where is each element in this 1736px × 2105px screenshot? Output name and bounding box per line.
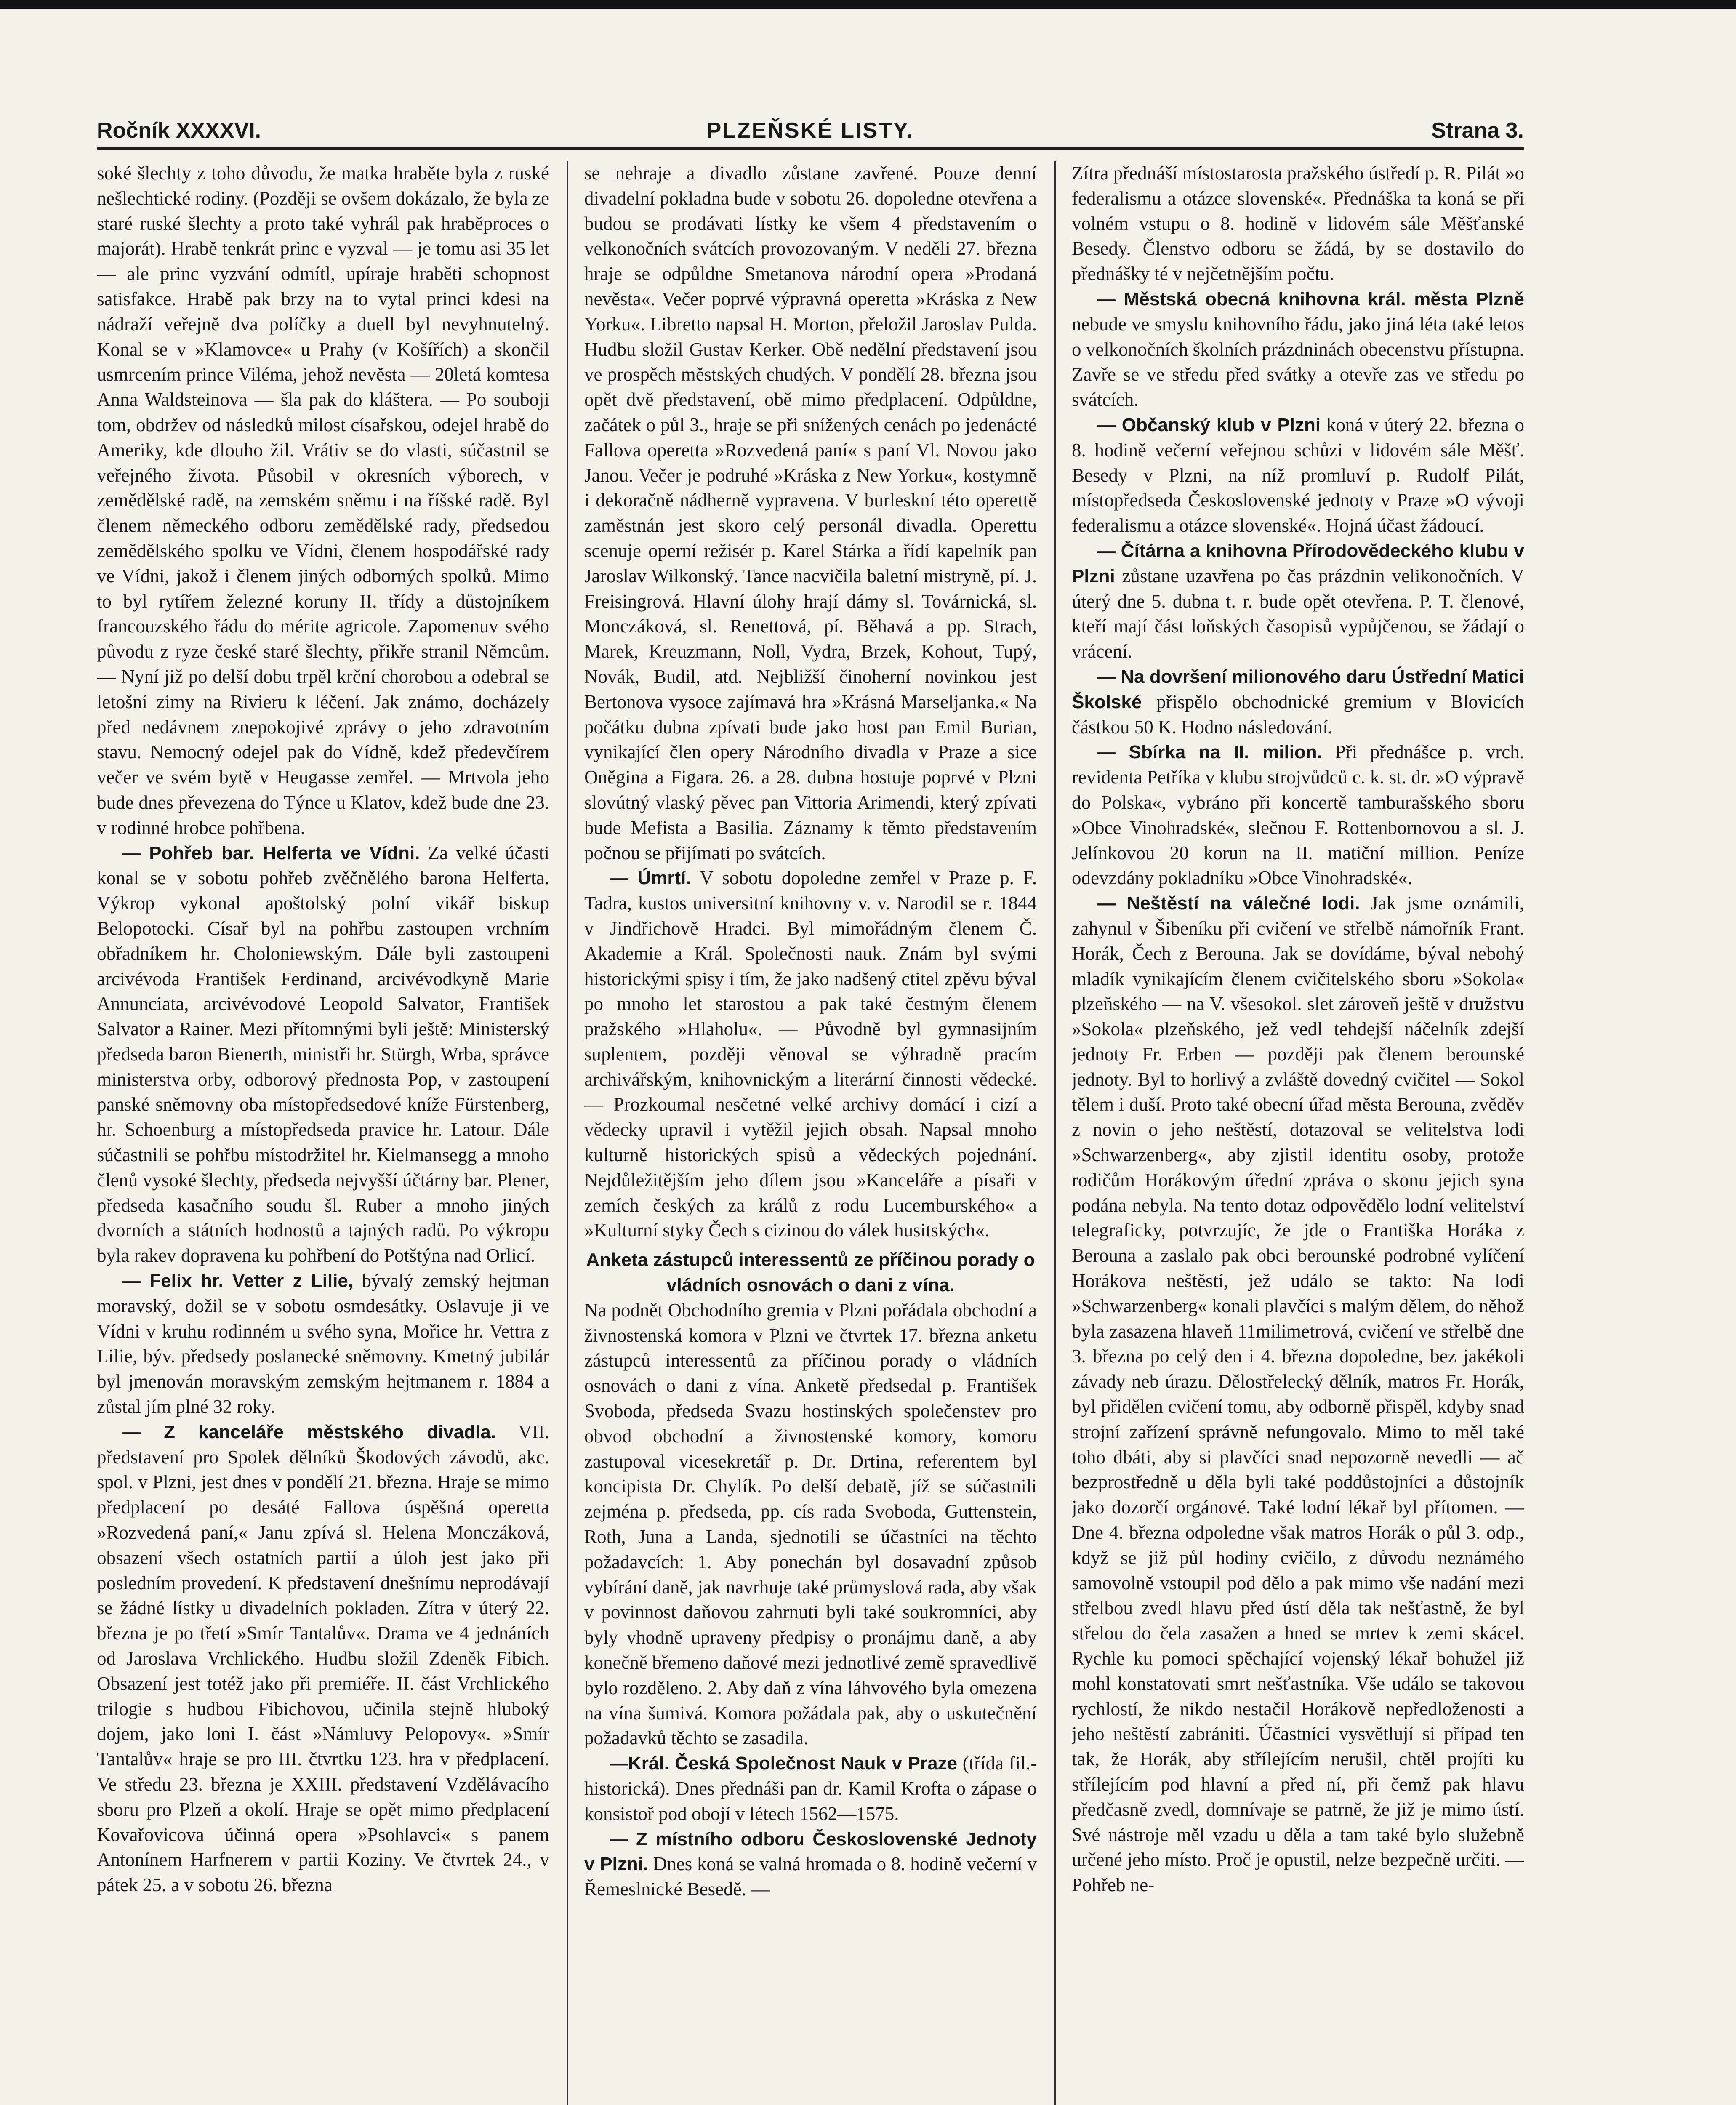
- article-library: [1072, 287, 1524, 413]
- article-text: Dnes koná se valná hromada o 8. hodině večerní v Řemeslnické Besedě. —: [584, 1853, 1037, 1900]
- article-heading-wine-tax: Anketa zástupců interessentů ze příčinou porady o vládních osnovách o dani z vína.: [586, 1250, 1035, 1296]
- article-vetter: [97, 1268, 549, 1420]
- article-heading: — Městská obecná knihovna král. města Plzně: [1097, 288, 1524, 309]
- page-number: Strana 3.: [1431, 118, 1524, 143]
- article-wine-tax: Na podnět Obchodního gremia v Plzni pořádala obchodní a živnostenská komora v Plzni ve čtvrtek 17. března anketu zástupců interessentů za příčinou porady o vládních osnovách o dani z vína. Anketě předsedal p. František Svoboda, předseda Svazu hostinských společenstev pro obvod obchodní a živnostenské komory, komoru zastupoval vicesekretář p. Dr. Drtina, referentem byl koncipista Dr. Chylík. Po delší debatě, jíž se súčastnili zejména p. předseda, pp. cís rada Svoboda, Guttenstein, Roth, Juna a Landa, sjednotili se účastníci na těchto požadavcích: 1. Aby ponechán byl dosavadní způsob vybírání daně, jak navrhuje také průmyslová rada, aby však v povinnost daňovou zahrnuti byli také soukromníci, aby byly vhodně upraveny předpisy o pronájmu daně, a aby konečně břemeno daňové mezi jednotlivé země spravedlivě bylo rozděleno. 2. Aby daň z vína láhvového byla omezena na vína šumivá. Komora požádala pak, aby o uskutečnění požadavků těchto se zasadila.: [584, 1299, 1037, 1749]
- article-heading: — Z kanceláře městského divadla.: [122, 1421, 496, 1442]
- article-warship-accident: [1072, 891, 1524, 1898]
- article-million-collection: [1072, 740, 1524, 891]
- article-text: Jak jsme oznámili, zahynul v Šibeníku při cvičení ve střelbě námořník Frant. Horák, Čech z Berouna. Jak se dovídáme, býval nebohý mladík vynikajícím členem cvičitelského sboru »Sokola« plzeňského — na V. všesokol. slet zároveň ještě v družstvu »Sokola« plzeňského, jež vedl tehdejší náčelník zdejší jednoty Fr. Erben — později pak členem berounské jednoty. Byl to horlivý a zvláště dovedný cvičitel — Sokol tělem i duší. Proto také obecní úřad města Berouna, zvěděv z novin o jeho neštěstí, dotazoval se velitelstva lodi »Schwarzenberg«, aby zjistil identitu osoby, protože rodičům Horákovým úřední zpráva o skonu jejich syna podána nebyla. Na tento dotaz odpovědělo lodní velitelství telegraficky, potvrzujíc, že jde o Františka Horáka z Berouna a zaslalo pak obci berounské podrobné vylíčení Horákova neštěstí, jež událo se takto: Na lodi »Schwarzenberg« konali plavčíci s malým dělem, do něhož byla zasazena hlaveň 11milimetrová, cvičení ve střelbě dne 3. března po celý den i 4. března dopoledne, bez jakékoli závady neb úrazu. Dělostřelecký dělník, matros Fr. Horák, byl přidělen cvičení tomu, aby odborně přispěl, kdyby snad strojní zařízení správně nefungovalo. Mimo to měl také toho dbáti, aby si plavčíci snad nepozorně nevedli — ač bezprostředně u děla byli také poddůstojníci a důstojník jako dozorčí orgánové. Také lodní lékař byl přítomen. — Dne 4. března odpoledne však matros Horák o půl 3. odp., když se již půl hodiny cvičilo, z důvodu neznámého samovolně vstoupil pod dělo a pak mimo vše nadání mezi střelbou zvedl hlavu před ústí děla tak nešťastně, že byl střelou do čela zasažen a hned se mrtev k zemi skácel. Rychle ku pomoci spěchající vojenský lékař bohužel již mohl konstatovati smrt nešťastníka. Vše událo se takovou rychlostí, že nikdo nestačil Horákově nepředloženosti a jeho neštěstí zabrániti. Účastníci vysvětlují si případ ten tak, že Horák, aby střílejícím nerušil, chtěl projíti ku střílejícím pod hlavní a před ní, při čemž pak hlavu předčasně zvedl, domnívaje se patrně, že již je mimo ústí. Své nástroje měl vzadu u děla a tam také bylo služebně určené jeho místo. Proč je opustil, nelze bezpečně určiti. — Pohřeb ne-: [1072, 893, 1524, 1896]
- article-text: V sobotu dopoledne zemřel v Praze p. F. Tadra, kustos universitní knihovny v. v. Narodil se r. 1844 v Jindřichově Hradci. Byl mimořádným členem Č. Akademie a Král. Společnosti nauk. Znám byl svými historickými spisy i tím, že jako nadšený ctitel zpěvu býval po mnoho let starostou a pak také čestným členem pražského »Hlaholu«. — Původně byl gymnasijním suplentem, později věnoval se výhradně pracím archivářským, knihovnickým a literární činnosti vědecké. — Prozkoumal nesčetné velké archivy domácí i cizí a vědecky upravil i vytěžil jejich obsah. Napsal mnoho kulturně historických spisů a vědeckých pojednání. Nejdůležitějším jeho dílem jsou »Kanceláře a písaři v zemích českých za králů z rodu Lucemburského« a »Kulturní styky Čech s cizinou do válek husitských«.: [584, 867, 1037, 1241]
- article-text: koná v úterý 22. března o 8. hodině večerní veřejnou schůzi v lidovém sále Měšť. Besedy v Plzni, na níž promluví p. Rudolf Pilát, místopředseda Československé jednoty v Praze »O vývoji federalismu a otázce slovenské«. Hojná účast žádoucí.: [1072, 414, 1524, 536]
- column-divider: [1054, 161, 1056, 2105]
- article-text: zůstane uzavřena po čas prázdnin velikonočních. V úterý dne 5. dubna t. r. bude opět otevřena. P. T. členové, kteří mají část loňských časopisů vypůjčenou, se žádají o vrácení.: [1072, 565, 1524, 662]
- article-text: přispělo obchodnické gremium v Blovicích částkou 50 K. Hodno následování.: [1072, 691, 1524, 738]
- article-theatre: [97, 1420, 549, 1898]
- article-continuation: soké šlechty z toho důvodu, že matka hraběte byla z ruské nešlechtické rodiny. (Později se ovšem dokázalo, že byla ze staré ruské šlechty a proto také vyhrál pak hraběproces o majorát). Hrabě tenkrát princ e vyzval — je tomu asi 35 let — ale princ vyzvání odmítl, upíraje hraběti schopnost satisfakce. Hrabě pak brzy na to vytal princi kdesi na nádraží veřejně dva políčky a duell byl nevyhnutelný. Konal se v »Klamovce« u Prahy (v Košířích) a skončil usmrcením prince Viléma, jehož nevěsta — 20letá komtesa Anna Waldsteinova — šla pak do kláštera. — Po souboji tom, obdržev od následků milost císařskou, odejel hrabě do Ameriky, kde dlouho žil. Vrátiv se do vlasti, súčastnil se veřejného života. Působil v okresních výborech, v zemědělské radě, na zemském sněmu i na říšské radě. Byl členem německého odboru zemědělské rady, předsedou zemědělského spolku ve Vídni, členem hospodářské rady ve Vídni, jakož i členem jiných odborných spolků. Mimo to byl rytířem železné koruny II. třídy a důstojníkem francouzského řádu do mérite agricole. Zapomenuv svého původu z ryze české staré šlechty, přikře stranil Němcům. — Nyní již po delší dobu trpěl krční chorobou a odebral se letošní zimy na Rivieru k léčení. Jak známo, docházely před nedávnem znepokojivé zprávy o jeho zdravotním stavu. Nemocný odejel pak do Vídně, kdež předevčírem večer ve svém bytě v Heugasse zemřel. — Mrtvola jeho bude dnes převezena do Týnce u Klatov, kdež bude dne 23. v rodinné hrobce pohřbena.: [97, 163, 549, 838]
- article-royal-society: [584, 1751, 1037, 1826]
- article-text: (třída fil.-historická). Dnes přednáši pan dr. Kamil Krofta o zápase o konsistoř pod obojí v létech 1562—1575.: [584, 1753, 1037, 1824]
- article-heading: — Čítárna a knihovna Přírodovědeckého klubu v Plzni: [1072, 540, 1524, 586]
- article-obituary: [584, 866, 1037, 1243]
- newspaper-page: [97, 114, 1524, 2105]
- column-divider: [567, 161, 568, 2105]
- article-text: bývalý zemský hejtman moravský, dožil se v sobotu osmdesátky. Oslavuje ji ve Vídni v kruhu rodinném u svého syna, Mořice hr. Vettra z Lilie, býv. předsedy poslanecké sněmovny. Kmetný jubilár byl jmenován moravským zemským hejtmanem r. 1884 a zůstal jím plné 32 roky.: [97, 1270, 549, 1418]
- newspaper-title: PLZEŇSKÉ LISTY.: [706, 118, 914, 143]
- article-heading: — Úmrtí.: [610, 868, 691, 889]
- article-heading: — Felix hr. Vetter z Lilie,: [122, 1271, 354, 1292]
- article-civic-club: [1072, 413, 1524, 538]
- column-2: [584, 161, 1037, 2105]
- volume-label: Ročník XXXXVI.: [97, 118, 261, 143]
- top-border: [0, 0, 1736, 9]
- article-helfert-funeral: [97, 841, 549, 1269]
- page-header: [97, 114, 1524, 150]
- article-reading-room: [1072, 538, 1524, 664]
- article-heading: — Sbírka na II. milion.: [1097, 742, 1322, 763]
- article-text: Při přednášce p. vrch. revidenta Petříka v klubu strojvůdců c. k. st. dr. »O výpravě do Polska«, vybráno při koncertě tamburašského sboru »Obce Vinohradské«, slečnou F. Rottenbornovou a sl. J. Jelínkovou 20 korun na II. matiční million. Peníze odevzdány pokladníku »Obce Vinohradské«.: [1072, 741, 1524, 889]
- article-text: VII. představení pro Spolek dělníků Škodových závodů, akc. spol. v Plzni, jest dnes v pondělí 21. března. Hraje se mimo předplacení po desáté Fallova úspěšná operetta »Rozvedená paní,« Janu zpívá sl. Helena Monczáková, obsazení všech ostatních partií a úloh jest jako při posledním provedení. K představení dnešnímu neprodávají se žádné lístky u divadelních pokladen. Zítra v úterý 22. března je po třetí »Smír Tantalův«. Drama ve 4 jednáních od Jaroslava Vrchlického. Hudbu složil Zdeněk Fibich. Obsazení jest totéž jako při premiéře. II. část Vrchlického trilogie s hudbou Fibichovou, učinila stejně hluboký dojem, jako loni I. část »Námluvy Pelopovy«. »Smír Tantalův« hraje se pro III. čtvrtku 123. hra v předplacení. Ve středu 23. března je XXIII. představení Vzdělávacího sboru pro Plzeň a okolí. Hraje se opět mimo předplacení Kovařovicova účinná opera »Psohlavci« s panem Antonínem Harfnerem v partii Koziny. Ve čtvrtek 24., v pátek 25. a v sobotu 26. března: [97, 1421, 549, 1896]
- column-1: [97, 161, 549, 2105]
- column-3: [1072, 161, 1524, 2105]
- article-heading: — Pohřeb bar. Helferta ve Vídni.: [122, 842, 420, 863]
- article-heading: — Neštěstí na válečné lodi.: [1097, 893, 1360, 914]
- article-union-continuation: Zítra přednáší místostarosta pražského ústředí p. R. Pilát »o federalismu a otázce slovenské«. Přednáška ta koná se při volném vstupu o 8. hodině v lidovém sále Měšťanské Besedy. Členstvo odboru se žádá, by se dostavilo do přednášky té v nejčetnějším počtu.: [1072, 163, 1524, 285]
- article-heading: — Občanský klub v Plzni: [1097, 414, 1321, 435]
- article-heading: — Z místního odboru Československé Jednoty v Plzni.: [584, 1828, 1037, 1875]
- article-czechoslovak-union: [584, 1827, 1037, 1902]
- article-matice-donation: [1072, 664, 1524, 740]
- article-theatre-continuation: se nehraje a divadlo zůstane zavřené. Pouze denní divadelní pokladna bude v sobotu 26. dopoledne otevřena a budou se prodávati lístky ke všem 4 představením o velkonočních svátcích provozovaným. V neděli 27. března hraje se odpůldne Smetanova národní opera »Prodaná nevěsta«. Večer poprvé výpravná operetta »Kráska z New Yorku«. Libretto napsal H. Morton, přeložil Jaroslav Pulda. Hudbu složil Gustav Kerker. Obě nedělní představení jsou ve prospěch městských chudých. V pondělí 28. března jsou opět dvě představení, obě mimo předplacení. Odpůldne, začátek o půl 3., hraje se při snížených cenách po jedenácté Fallova operetta »Rozvedená paní« s paní Vl. Novou jako Janou. Večer je podruhé »Kráska z New Yorku«, kostymně i dekoračně nádherně vypravena. V burleskní této operettě zaměstnán jest skoro celý personál divadla. Operettu scenuje operní režisér p. Karel Stárka a řídí kapelník pan Jaroslav Wilkonský. Tance nacvičila baletní mistryně, pí. J. Freisingrová. Hlavní úlohy hrají dámy sl. Továrnická, sl. Monczáková, sl. Renettová, pí. Běhavá a pp. Strach, Marek, Kreuzmann, Noll, Vydra, Brzek, Kohout, Tupý, Novák, Budil, atd. Nejbližší činoherní novinkou jest Bertonova vysoce zajímavá hra »Krásná Marseljanka.« Na počátku dubna zpívati bude jako host pan Emil Burian, vynikající člen opery Národního divadla v Praze a sice Oněgina a Figara. 26. a 28. dubna hostuje poprvé v Plzni slovútný vlaský pěvec pan Vittoria Arimendi, který zpívati bude Mefista a Basilia. Záznamy k těmto představením počnou se přijímati po svátcích.: [584, 163, 1037, 863]
- article-text: Za velké účasti konal se v sobotu pohřeb zvěčnělého barona Helferta. Výkrop vykonal apoštolský polní vikář biskup Belopotocki. Císař byl na pohřbu zastoupen vrchním obřadníkem hr. Choloniewským. Dále byli zastoupeni arcivévoda František Ferdinand, arcivévodkyně Marie Annunciata, arcivévodové Leopold Salvator, František Salvator a Rainer. Mezi přítomnými byli ještě: Ministerský předseda baron Bienerth, ministři hr. Stürgh, Wrba, správce ministerstva orby, odborový přednosta Pop, v zastoupení panské sněmovny oba místopředsedové kníže Fürstenberg, hr. Schoenburg a místopředseda pravice hr. Latour. Dále súčastnili se pohřbu místodržitel hr. Kielmansegg a mnoho členů vysoké šlechty, předseda nejvyšší účtárny bar. Plener, předseda kasačního soudu šl. Ruber a mnoho jiných dvorních a státních hodnostů a tajných radů. Po výkropu byla rakev dopravena ku pohřbení do Potštýna nad Orlicí.: [97, 842, 549, 1266]
- article-heading: — Na dovršení milionového daru Ústřední Matici Školské: [1072, 666, 1524, 712]
- article-heading: —Král. Česká Společnost Nauk v Praze: [610, 1753, 958, 1774]
- article-text: nebude ve smyslu knihovního řádu, jako jiná léta také letos o velkonočních školních prázdninách obecenstvu přístupna. Zavře se ve středu před svátky a otevře zas ve středu po svátcích.: [1072, 313, 1524, 410]
